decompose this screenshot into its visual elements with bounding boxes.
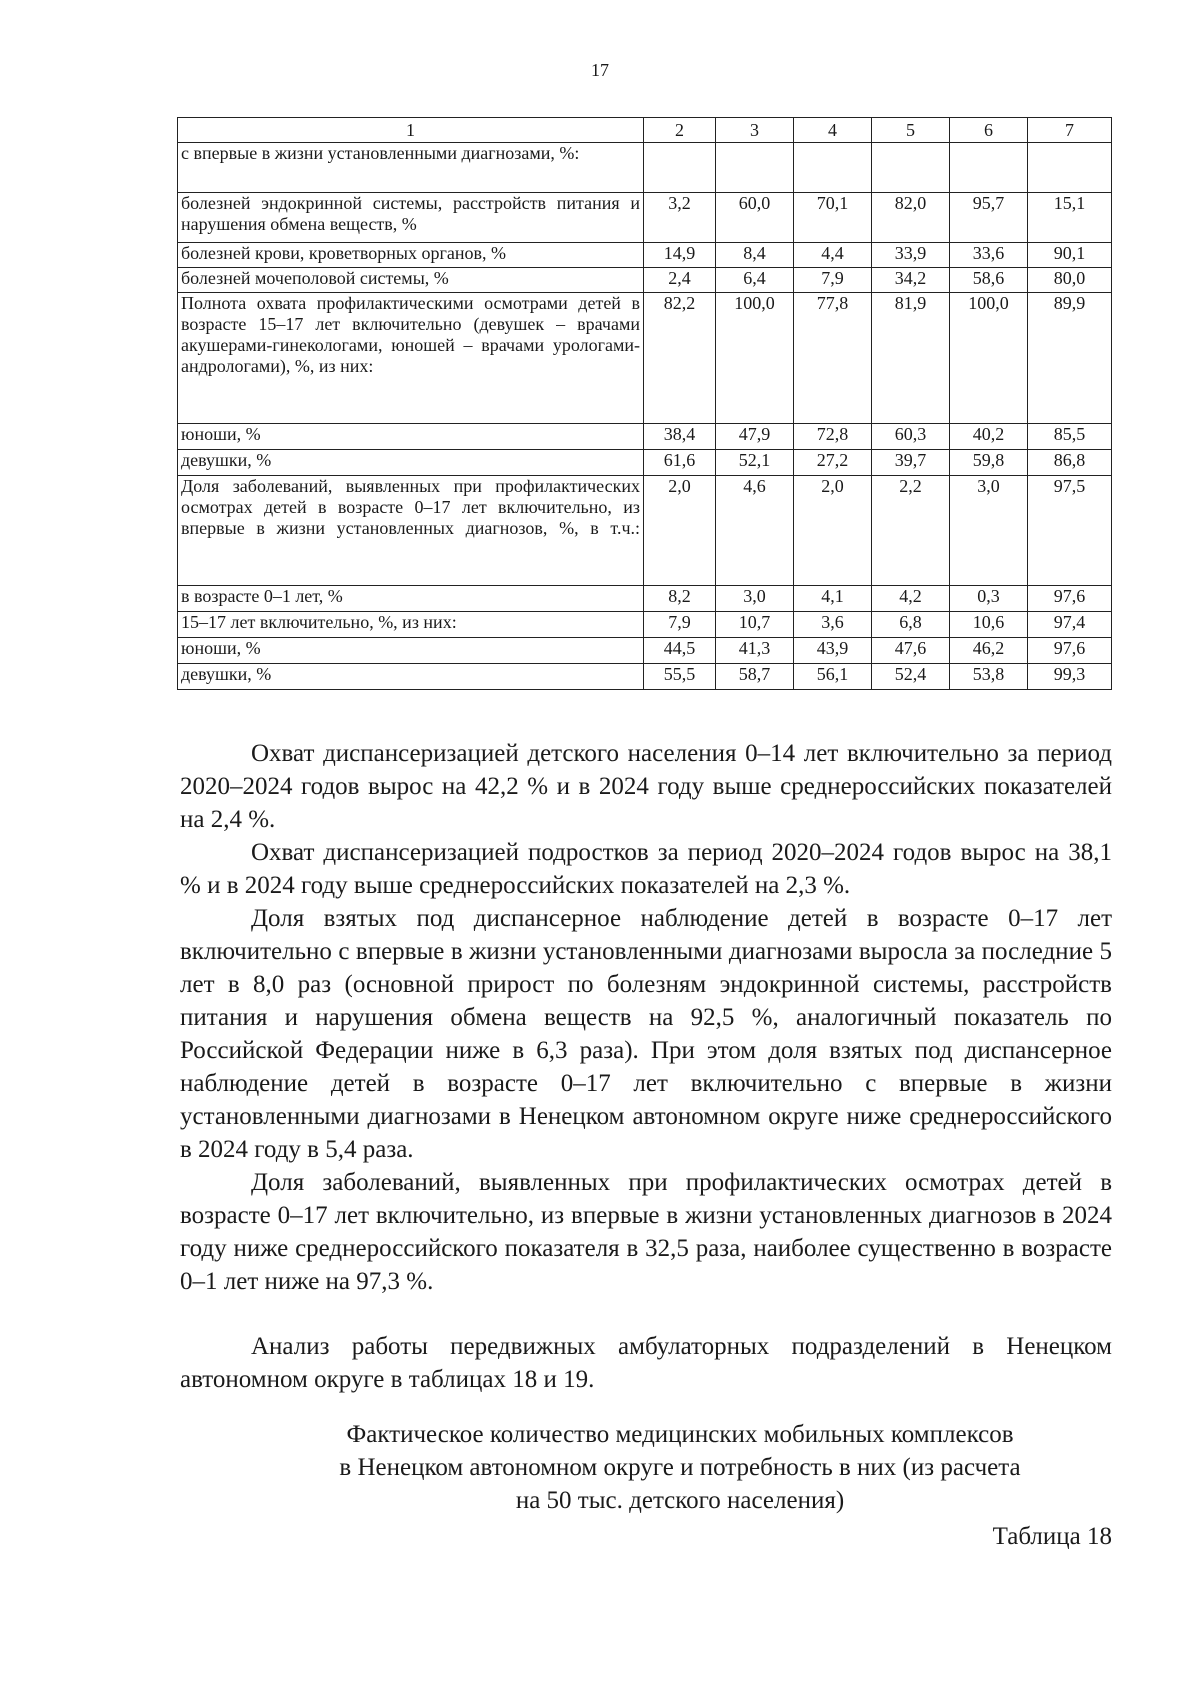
table-cell: 52,4 bbox=[872, 664, 950, 690]
row-label: девушки, % bbox=[178, 450, 644, 476]
table-row bbox=[178, 612, 1112, 638]
table-cell: 2,0 bbox=[794, 476, 872, 586]
table-row bbox=[178, 193, 1112, 243]
table-cell: 58,7 bbox=[716, 664, 794, 690]
table-cell: 6,4 bbox=[716, 268, 794, 293]
table-row bbox=[178, 664, 1112, 690]
table-cell: 7,9 bbox=[794, 268, 872, 293]
table-cell: 15,1 bbox=[1028, 193, 1112, 243]
row-label: Полнота охвата профилактическими осмотрами детей в возрасте 15–17 лет включительно (девушек – врачами акушерами-гинекологами, юношей – врачами урологами-андрологами), %, из них: bbox=[178, 293, 644, 424]
table-cell: 8,2 bbox=[644, 586, 716, 612]
table-cell bbox=[794, 143, 872, 193]
table-cell: 53,8 bbox=[950, 664, 1028, 690]
table-cell: 90,1 bbox=[1028, 243, 1112, 268]
table-cell: 58,6 bbox=[950, 268, 1028, 293]
table-cell: 60,0 bbox=[716, 193, 794, 243]
table-cell: 97,6 bbox=[1028, 638, 1112, 664]
table-cell: 72,8 bbox=[794, 424, 872, 450]
table-cell: 4,2 bbox=[872, 586, 950, 612]
row-label: Доля заболеваний, выявленных при профилактических осмотрах детей в возрасте 0–17 лет включительно, из впервые в жизни установленных диагнозов, %, в т.ч.: bbox=[178, 476, 644, 586]
table-cell: 86,8 bbox=[1028, 450, 1112, 476]
row-label: болезней крови, кроветворных органов, % bbox=[178, 243, 644, 268]
table-cell: 34,2 bbox=[872, 268, 950, 293]
table-cell: 70,1 bbox=[794, 193, 872, 243]
table-cell: 3,0 bbox=[716, 586, 794, 612]
table-cell: 80,0 bbox=[1028, 268, 1112, 293]
table-cell: 55,5 bbox=[644, 664, 716, 690]
table-cell: 97,6 bbox=[1028, 586, 1112, 612]
row-label: болезней эндокринной системы, расстройств питания и нарушения обмена веществ, % bbox=[178, 193, 644, 243]
table-cell: 43,9 bbox=[794, 638, 872, 664]
table-cell: 8,4 bbox=[716, 243, 794, 268]
table-cell: 0,3 bbox=[950, 586, 1028, 612]
column-header: 3 bbox=[716, 118, 794, 143]
table-cell: 100,0 bbox=[950, 293, 1028, 424]
table-cell: 3,2 bbox=[644, 193, 716, 243]
paragraph: Охват диспансеризацией подростков за период 2020–2024 годов вырос на 38,1 % и в 2024 году выше среднероссийских показателей на 2,3 %. bbox=[180, 839, 1112, 899]
table-number-label: Таблица 18 bbox=[992, 1523, 1112, 1550]
paragraph: Доля заболеваний, выявленных при профилактических осмотрах детей в возрасте 0–17 лет включительно, из впервые в жизни установленных диагнозов в 2024 году ниже среднероссийского показателя в 32,5 раза, наиболее существенно в возрасте 0–1 лет ниже на 97,3 %. bbox=[180, 1169, 1112, 1295]
page-number: 17 bbox=[591, 60, 609, 80]
caption-line: в Ненецком автономном округе и потребность в них (из расчета bbox=[339, 1454, 1021, 1481]
table-cell: 47,6 bbox=[872, 638, 950, 664]
table-cell: 47,9 bbox=[716, 424, 794, 450]
row-label: 15–17 лет включительно, %, из них: bbox=[178, 612, 644, 638]
paragraph: Доля взятых под диспансерное наблюдение детей в возрасте 0–17 лет включительно с впервые в жизни установленными диагнозами выросла за последние 5 лет в 8,0 раз (основной прирост по болезням эндокринной системы, расстройств питания и нарушения обмена веществ на 92,5 %, аналогичный показатель по Российской Федерации ниже в 6,3 раза). При этом доля взятых под диспансерное наблюдение детей в возрасте 0–17 лет включительно с впервые в жизни установленными диагнозами в Ненецком автономном округе ниже среднероссийского в 2024 году в 5,4 раза. bbox=[180, 905, 1112, 1163]
column-header: 5 bbox=[872, 118, 950, 143]
table-cell: 85,5 bbox=[1028, 424, 1112, 450]
table-cell: 3,0 bbox=[950, 476, 1028, 586]
table-cell: 4,4 bbox=[794, 243, 872, 268]
table-cell: 89,9 bbox=[1028, 293, 1112, 424]
table-cell: 2,4 bbox=[644, 268, 716, 293]
table-row bbox=[178, 243, 1112, 268]
row-label: в возрасте 0–1 лет, % bbox=[178, 586, 644, 612]
table-cell: 6,8 bbox=[872, 612, 950, 638]
table-row bbox=[178, 424, 1112, 450]
table-cell: 4,1 bbox=[794, 586, 872, 612]
table-cell bbox=[716, 143, 794, 193]
table-cell bbox=[1028, 143, 1112, 193]
table-row bbox=[178, 638, 1112, 664]
table-row bbox=[178, 476, 1112, 586]
table-cell: 2,0 bbox=[644, 476, 716, 586]
body-text bbox=[180, 737, 1112, 1396]
column-header: 7 bbox=[1028, 118, 1112, 143]
table-cell: 99,3 bbox=[1028, 664, 1112, 690]
table-row bbox=[178, 586, 1112, 612]
row-label: болезней мочеполовой системы, % bbox=[178, 268, 644, 293]
table-cell: 3,6 bbox=[794, 612, 872, 638]
column-header: 2 bbox=[644, 118, 716, 143]
table-cell: 7,9 bbox=[644, 612, 716, 638]
table-row bbox=[178, 450, 1112, 476]
table-cell: 97,4 bbox=[1028, 612, 1112, 638]
table-header-row bbox=[178, 118, 1112, 143]
column-header: 1 bbox=[178, 118, 644, 143]
table-cell: 59,8 bbox=[950, 450, 1028, 476]
table-cell: 38,4 bbox=[644, 424, 716, 450]
table-cell: 14,9 bbox=[644, 243, 716, 268]
table-cell: 4,6 bbox=[716, 476, 794, 586]
row-label: юноши, % bbox=[178, 638, 644, 664]
table-cell: 61,6 bbox=[644, 450, 716, 476]
caption-line: Фактическое количество медицинских мобильных комплексов bbox=[346, 1421, 1014, 1448]
table-cell: 2,2 bbox=[872, 476, 950, 586]
table-cell: 82,0 bbox=[872, 193, 950, 243]
column-header: 6 bbox=[950, 118, 1028, 143]
row-label: с впервые в жизни установленными диагнозами, %: bbox=[178, 143, 644, 193]
table-cell: 82,2 bbox=[644, 293, 716, 424]
table-cell: 60,3 bbox=[872, 424, 950, 450]
table-cell: 41,3 bbox=[716, 638, 794, 664]
table-cell: 44,5 bbox=[644, 638, 716, 664]
table-cell: 52,1 bbox=[716, 450, 794, 476]
table-cell bbox=[872, 143, 950, 193]
caption-line: на 50 тыс. детского населения) bbox=[515, 1487, 845, 1514]
table-cell: 33,6 bbox=[950, 243, 1028, 268]
table-cell: 10,7 bbox=[716, 612, 794, 638]
table-cell bbox=[950, 143, 1028, 193]
table-row bbox=[178, 268, 1112, 293]
table-row bbox=[178, 293, 1112, 424]
table-cell: 39,7 bbox=[872, 450, 950, 476]
table-cell: 56,1 bbox=[794, 664, 872, 690]
table-cell: 77,8 bbox=[794, 293, 872, 424]
table-cell: 10,6 bbox=[950, 612, 1028, 638]
paragraph: Анализ работы передвижных амбулаторных подразделений в Ненецком автономном округе в таблицах 18 и 19. bbox=[180, 1333, 1112, 1393]
table-cell: 27,2 bbox=[794, 450, 872, 476]
table-cell: 46,2 bbox=[950, 638, 1028, 664]
table-cell: 95,7 bbox=[950, 193, 1028, 243]
statistics-table bbox=[177, 117, 1112, 690]
table-cell: 33,9 bbox=[872, 243, 950, 268]
table-cell: 81,9 bbox=[872, 293, 950, 424]
paragraph: Охват диспансеризацией детского населения 0–14 лет включительно за период 2020–2024 годов вырос на 42,2 % и в 2024 году выше среднероссийских показателей на 2,4 %. bbox=[180, 740, 1112, 833]
table-cell: 100,0 bbox=[716, 293, 794, 424]
table-cell bbox=[644, 143, 716, 193]
row-label: девушки, % bbox=[178, 664, 644, 690]
table-row bbox=[178, 143, 1112, 193]
row-label: юноши, % bbox=[178, 424, 644, 450]
table-cell: 97,5 bbox=[1028, 476, 1112, 586]
table-caption bbox=[280, 1418, 1080, 1517]
column-header: 4 bbox=[794, 118, 872, 143]
table-cell: 40,2 bbox=[950, 424, 1028, 450]
